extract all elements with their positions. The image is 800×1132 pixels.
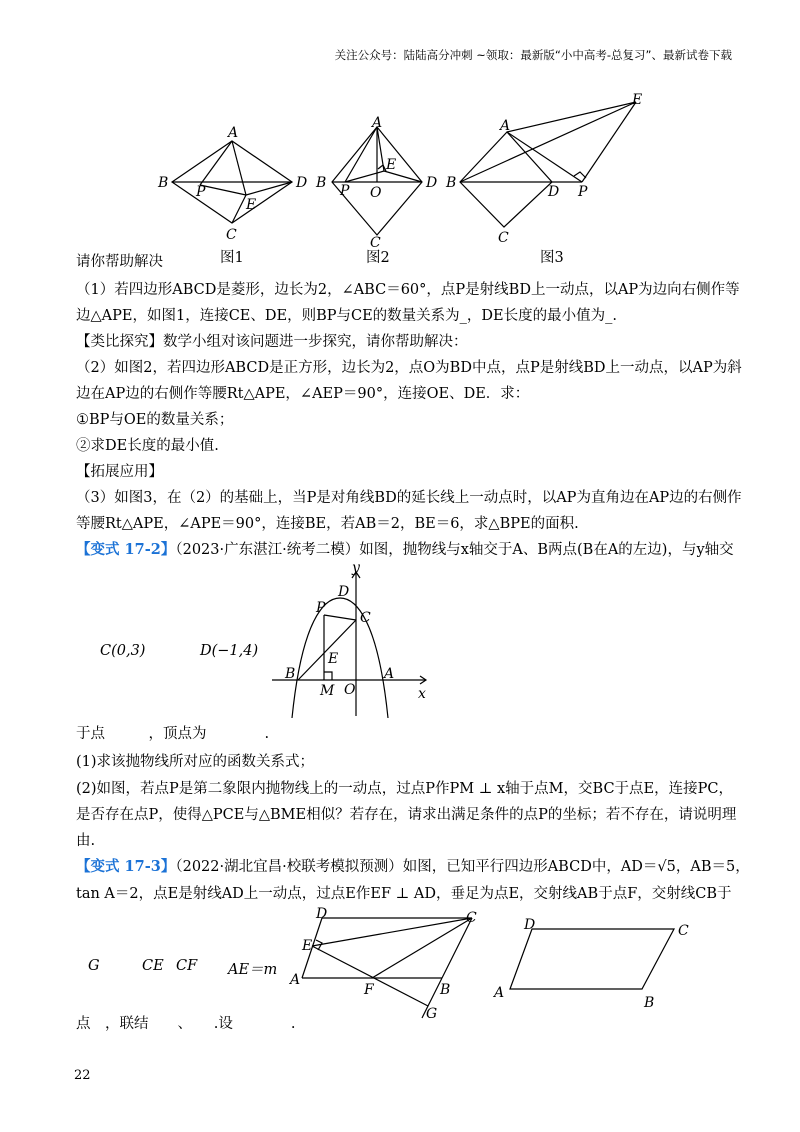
page-header: 关注公众号：陆陆高分冲刺 ~领取：最新版“小中高考-总复习”、最新试卷下载 (334, 48, 732, 62)
label-ce: CE (142, 958, 164, 974)
point-c-coordinates: C(0,3) (100, 643, 146, 659)
svg-text:C: C (498, 230, 509, 246)
svg-text:D: D (524, 917, 536, 933)
point-d-coordinates: D(−1,4) (200, 643, 259, 659)
figure-1-caption: 图1 (220, 250, 244, 266)
variant-17-3-text2: tan A＝2，点E是射线AD上一动点，过点E作EF ⊥ AD，垂足为点E，交射线AB于点F，交射线CB于 (76, 886, 732, 902)
page-number: 22 (74, 1068, 91, 1083)
svg-text:C: C (370, 235, 381, 250)
svg-text:D: D (426, 175, 438, 191)
variant-17-2-q1: (1)求该抛物线所对应的函数关系式； (76, 754, 315, 770)
svg-text:A: A (228, 125, 239, 141)
svg-text:D: D (296, 175, 308, 191)
svg-text:x: x (418, 686, 426, 702)
text-line-9: 【拓展应用】 (76, 464, 163, 480)
svg-text:O: O (344, 682, 356, 698)
text-line-7: ①BP与OE的数量关系； (76, 412, 234, 428)
svg-text:D: D (548, 184, 560, 200)
svg-text:P: P (196, 184, 206, 200)
svg-text:E: E (386, 157, 397, 173)
svg-text:E: E (632, 92, 643, 108)
svg-text:B: B (158, 175, 169, 191)
label-g: G (88, 958, 100, 974)
figure-3 (444, 92, 654, 247)
svg-text:A: A (372, 115, 383, 131)
svg-text:E: E (302, 938, 313, 954)
variant-17-3-text: （2022·湖北宜昌·校联考模拟预测）如图，已知平行四边形ABCD中，AD＝√5，AB＝5， (175, 859, 750, 875)
variant-17-3-tag: 【变式 17-3】 (76, 858, 176, 875)
text-line-11: 等腰Rt△APE，∠APE＝90°，连接BE，若AB＝2，BE＝6，求△BPE的面积. (76, 516, 579, 532)
svg-text:D: D (316, 906, 328, 922)
figure-2 (312, 115, 442, 250)
figure-3-caption: 图3 (540, 250, 564, 266)
svg-text:B: B (285, 666, 296, 682)
svg-text:C: C (360, 610, 371, 626)
svg-text:E: E (328, 651, 339, 667)
svg-text:F: F (364, 982, 374, 998)
text-line-4: 【类比探究】数学小组对该问题进一步探究，请你帮助解决： (76, 334, 468, 350)
svg-text:M: M (320, 683, 335, 699)
svg-text:A: A (290, 972, 301, 988)
svg-text:A: A (494, 985, 505, 1001)
label-ae-m: AE＝m (228, 962, 278, 978)
text-line-3: 边△APE，如图1，连接CE、DE，则BP与CE的数量关系为_，DE长度的最小值为_. (76, 308, 617, 324)
variant-17-2-text: （2023·广东湛江·统考二模）如图，抛物线与x轴交于A、B两点(B在A的左边)，与y轴交 (175, 542, 734, 558)
text-line-10: （3）如图3，在（2）的基础上，当P是对角线BD的延长线上一动点时，以AP为直角边在AP边的右侧作 (76, 490, 742, 506)
svg-text:E: E (246, 197, 257, 213)
variant-17-2-q2c: 由. (76, 833, 96, 849)
svg-text:P: P (316, 600, 326, 616)
svg-text:P: P (578, 184, 588, 200)
parallelogram-figure-2 (490, 915, 700, 1010)
svg-text:B: B (440, 982, 451, 998)
text-line-5: （2）如图2，若四边形ABCD是正方形，边长为2，点O为BD中点，点P是射线BD上一动点，以AP为斜 (76, 360, 742, 376)
text-line-6: 边在AP边的右侧作等腰Rt△APE，∠AEP＝90°，连接OE、DE．求： (76, 386, 530, 402)
variant-17-2-intro (76, 538, 734, 559)
variant-17-3-intro (76, 855, 750, 876)
svg-text:O: O (370, 185, 382, 201)
svg-text:B: B (316, 175, 327, 191)
svg-text:C: C (466, 910, 477, 926)
variant-17-2-q2a: (2)如图，若点P是第二象限内抛物线上的一动点，过点P作PM ⊥ x轴于点M，交BC于点E，连接PC， (76, 781, 733, 797)
svg-text:B: B (446, 175, 457, 191)
text-line-2: （1）若四边形ABCD是菱形，边长为2，∠ABC＝60°，点P是射线BD上一动点，以AP为边向右侧作等 (76, 282, 740, 298)
svg-text:y: y (352, 560, 360, 576)
variant-17-2-tag: 【变式 17-2】 (76, 541, 176, 558)
figure-2-caption: 图2 (366, 250, 390, 266)
variant-17-3-last: 点 ，联结 、 .设 . (76, 1016, 296, 1032)
text-line-1: 请你帮助解决 (76, 254, 163, 270)
parabola-figure (268, 560, 438, 720)
svg-text:C: C (226, 227, 237, 243)
label-cf: CF (176, 958, 198, 974)
svg-text:D: D (338, 584, 350, 600)
variant-17-2-q2b: 是否存在点P，使得△PCE与△BME相似？若存在，请求出满足条件的点P的坐标；若不存在，请说明理 (76, 807, 737, 823)
svg-text:C: C (678, 923, 689, 939)
text-line-8: ②求DE长度的最小值. (76, 438, 219, 454)
svg-text:A: A (500, 118, 511, 134)
svg-text:G: G (426, 1006, 438, 1022)
svg-text:A: A (384, 666, 395, 682)
parallelogram-figure-1 (282, 900, 482, 1025)
figure-1 (150, 125, 320, 245)
svg-text:P: P (340, 183, 350, 199)
svg-text:B: B (644, 995, 655, 1010)
variant-17-2-line: 于点 ，顶点为 . (76, 726, 270, 742)
